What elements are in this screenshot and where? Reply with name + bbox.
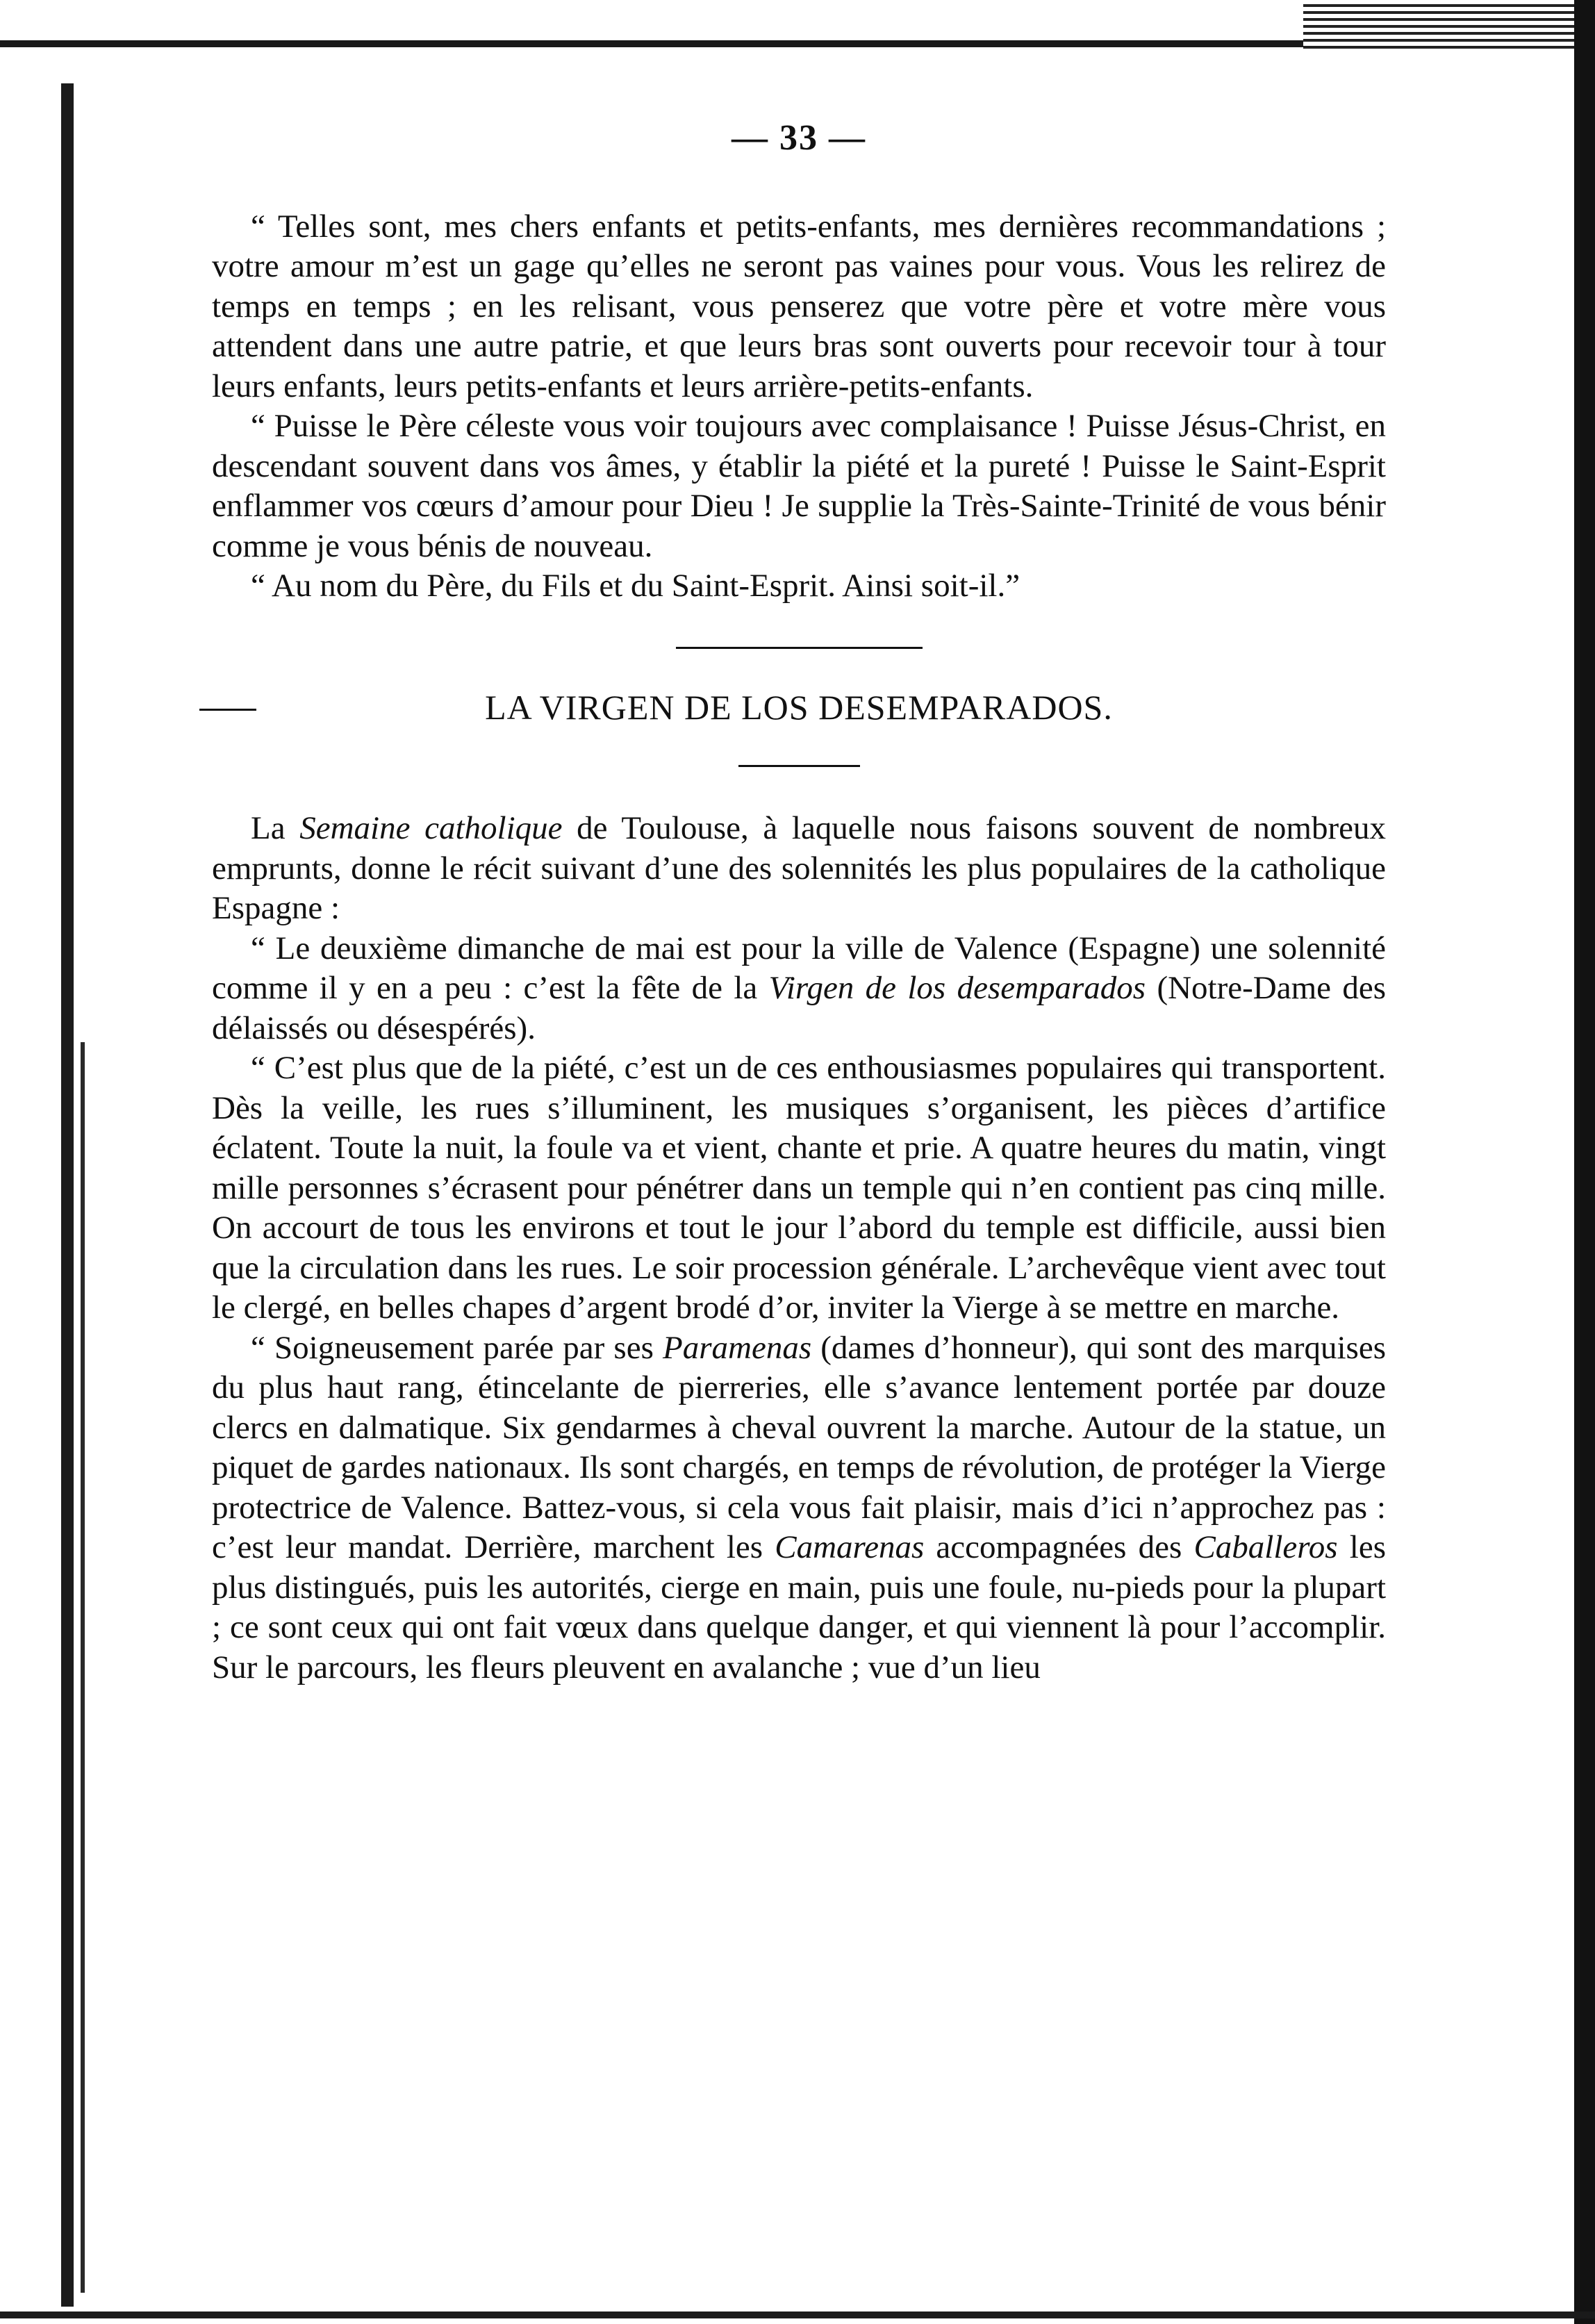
scan-bottom-rule [0,2311,1595,2318]
letter-closing [212,207,1386,607]
letter-paragraph: “ Telles sont, mes chers enfants et petits-enfants, mes dernières recommandations ; votre amour m’est un gage qu’elles ne seront pas vaines pour vous. Vous les relirez de temps en temps ; en les relisant, vous penserez que votre père et votre mère vous attendent dans une autre patrie, et que leurs bras sont ouverts pour recevoir tour à tour leurs enfants, leurs petits-enfants et leurs arrière-petits-enfants. [212,208,1386,404]
section-title-text: LA VIRGEN DE LOS DESEMPARADOS. [485,687,1113,727]
letter-paragraph: “ Au nom du Père, du Fils et du Saint-Esprit. Ainsi soit-il.” [251,568,1020,604]
scan-right-edge [1574,0,1595,2324]
article-paragraph: “ C’est plus que de la piété, c’est un de ces enthousiasmes populaires qui transportent. Dès la veille, les rues s’illuminent, les musiques s’organisent, les pièces d’artifice éclatent. Toute la nuit, la foule va et vient, chante et prie. A quatre heures du matin, vingt mille personnes s’écrasent pour pénétrer dans un temple qui n’en contient pas cinq mille. On accourt de tous les environs et tout le jour l’abord du temple est difficile, aussi bien que la circulation dans les rues. Le soir procession générale. L’archevêque vient avec tout le clergé, en belles chapes d’argent brodé d’or, inviter la Vierge à se mettre en marche. [212,1050,1386,1326]
scan-left-binding-thin [81,1042,85,2293]
section-separator [676,647,923,649]
title-separator [738,765,860,767]
article-paragraph: “ Le deuxième dimanche de mai est pour la ville de Valence (Espagne) une solennité comme il y en a peu : c’est la fête de la Virgen de los desemparados (Notre-Dame des délaissés ou désespérés). [212,930,1386,1046]
italic-text: Virgen de los desemparados [768,970,1146,1006]
section-title [212,688,1386,728]
scan-left-binding [61,83,74,2307]
italic-text: Camarenas [775,1529,925,1565]
scan-top-rule-right [1303,0,1595,49]
page-number: — 33 — [732,118,866,158]
document-page [212,118,1386,1688]
title-dash [199,709,256,711]
article-paragraph: “ Soigneusement parée par ses Paramenas (dames d’honneur), qui sont des marquises du plus haut rang, étincelante de pierreries, elle s’avance lentement portée par douze clercs en dalmatique. Six gendarmes à cheval ouvrent la marche. Autour de la statue, un piquet de gardes nationaux. Ils sont chargés, en temps de révolution, de protéger la Vierge protectrice de Valence. Battez-vous, si cela vous fait plaisir, mais d’ici n’approchez pas : c’est leur mandat. Derrière, marchent les Camarenas accompagnées des Caballeros les plus distingués, puis les autorités, cierge en main, puis une foule, nu-pieds pour la plupart ; ce sont ceux qui ont fait vœux dans quelque danger, et qui viennent là pour l’accomplir. Sur le parcours, les fleurs pleuvent en avalanche ; vue d’un lieu [212,1329,1387,1686]
letter-paragraph: “ Puisse le Père céleste vous voir toujours avec complaisance ! Puisse Jésus-Christ, en descendant souvent dans vos âmes, y établir la piété et la pureté ! Puisse le Saint-Esprit enflammer vos cœurs d’amour pour Dieu ! Je supplie la Très-Sainte-Trinité de vous bénir comme je vous bénis de nouveau. [212,408,1386,564]
italic-text: Caballeros [1193,1529,1338,1565]
italic-text: Paramenas [663,1329,812,1366]
article-paragraph: La Semaine catholique de Toulouse, à laquelle nous faisons souvent de nombreux emprunts, donne le récit suivant d’une des solennités les plus populaires de la catholique Espagne : [212,810,1386,926]
italic-text: Semaine catholique [299,810,563,846]
article-body [212,809,1386,1688]
